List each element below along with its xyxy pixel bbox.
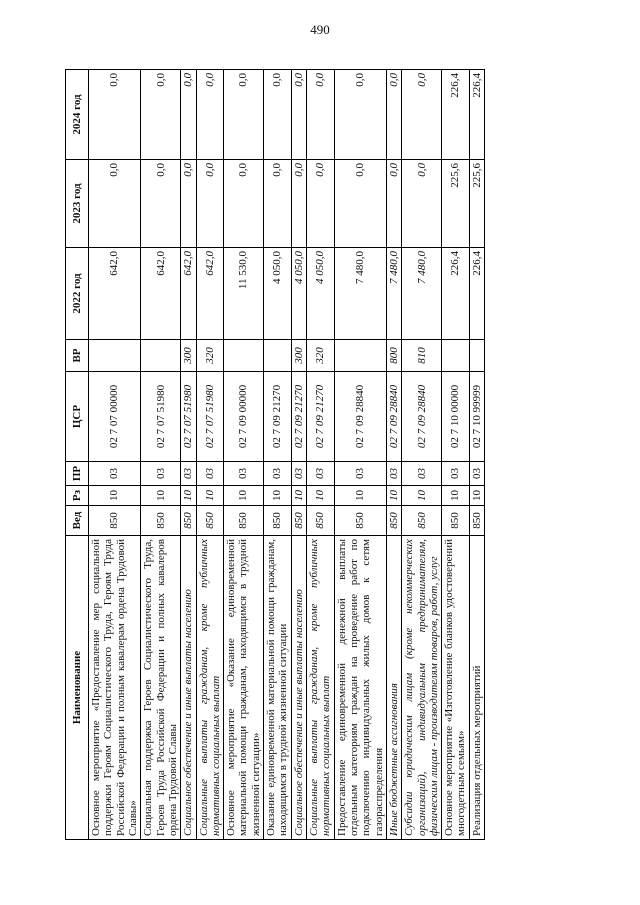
table-row — [291, 70, 306, 840]
cell-2023: 0,0 — [181, 160, 196, 248]
cell-csr: 02 7 10 99999 — [469, 372, 484, 462]
header-csr: ЦСР — [66, 372, 89, 462]
cell-2022: 7 480,0 — [334, 248, 386, 340]
cell-ved: 850 — [224, 506, 264, 536]
cell-pr: 03 — [196, 462, 224, 486]
cell-name: Иные бюджетные ассигнования — [386, 536, 401, 840]
rotated-table-container — [65, 70, 575, 840]
table-row — [181, 70, 196, 840]
cell-vr: 320 — [307, 340, 335, 372]
cell-pr: 03 — [469, 462, 484, 486]
cell-2024: 0,0 — [402, 70, 442, 160]
cell-pr: 03 — [89, 462, 141, 486]
cell-ved: 850 — [469, 506, 484, 536]
cell-2024: 226,4 — [469, 70, 484, 160]
cell-name: Социальные выплаты гражданам, кроме публичных нормативных социальных выплат — [196, 536, 224, 840]
cell-ved: 850 — [442, 506, 470, 536]
cell-2024: 0,0 — [307, 70, 335, 160]
cell-csr: 02 7 09 28840 — [334, 372, 386, 462]
header-vr: ВР — [66, 340, 89, 372]
header-pr: ПР — [66, 462, 89, 486]
cell-rz: 10 — [264, 486, 292, 506]
budget-table — [65, 69, 485, 840]
cell-pr: 03 — [402, 462, 442, 486]
cell-csr: 02 7 09 00000 — [224, 372, 264, 462]
cell-rz: 10 — [469, 486, 484, 506]
header-2023: 2023 год — [66, 160, 89, 248]
cell-2023: 0,0 — [402, 160, 442, 248]
cell-ved: 850 — [386, 506, 401, 536]
cell-2023: 225,6 — [469, 160, 484, 248]
cell-vr — [89, 340, 141, 372]
cell-name: Оказание единовременной материальной помощи гражданам, находящимся в трудной жизненной ситуации — [264, 536, 292, 840]
cell-2023: 0,0 — [291, 160, 306, 248]
cell-2022: 7 480,0 — [386, 248, 401, 340]
cell-2024: 0,0 — [181, 70, 196, 160]
cell-vr: 800 — [386, 340, 401, 372]
table-row — [442, 70, 470, 840]
table-row — [469, 70, 484, 840]
cell-2023: 0,0 — [141, 160, 181, 248]
cell-vr: 810 — [402, 340, 442, 372]
cell-pr: 03 — [442, 462, 470, 486]
cell-ved: 850 — [181, 506, 196, 536]
cell-2022: 642,0 — [141, 248, 181, 340]
cell-vr — [224, 340, 264, 372]
cell-rz: 10 — [196, 486, 224, 506]
header-2022: 2022 год — [66, 248, 89, 340]
cell-ved: 850 — [89, 506, 141, 536]
cell-2022: 226,4 — [469, 248, 484, 340]
table-header-row — [66, 70, 89, 840]
cell-name: Социальные выплаты гражданам, кроме публичных нормативных социальных выплат — [307, 536, 335, 840]
cell-name: Социальная поддержка Героев Социалистического Труда, Героев Труда Российской Федерации и полных кавалеров ордена Трудовой Славы — [141, 536, 181, 840]
cell-rz: 10 — [291, 486, 306, 506]
cell-2023: 0,0 — [224, 160, 264, 248]
cell-pr: 03 — [224, 462, 264, 486]
cell-name: Предоставление единовременной денежной выплаты отдельным категориям граждан на проведение работ по подключению индивидуальных жилых домов к сетям газораспределения — [334, 536, 386, 840]
cell-csr: 02 7 07 51980 — [196, 372, 224, 462]
table-row — [141, 70, 181, 840]
cell-csr: 02 7 09 28840 — [386, 372, 401, 462]
cell-name: Основное мероприятие «Изготовление бланков удостоверений многодетным семьям» — [442, 536, 470, 840]
cell-name: Социальное обеспечение и иные выплаты населению — [291, 536, 306, 840]
header-ved: Вед — [66, 506, 89, 536]
cell-2023: 0,0 — [307, 160, 335, 248]
cell-pr: 03 — [291, 462, 306, 486]
cell-ved: 850 — [307, 506, 335, 536]
cell-2023: 0,0 — [386, 160, 401, 248]
cell-rz: 10 — [386, 486, 401, 506]
cell-name: Социальное обеспечение и иные выплаты населению — [181, 536, 196, 840]
cell-2023: 225,6 — [442, 160, 470, 248]
cell-2024: 0,0 — [224, 70, 264, 160]
cell-vr — [469, 340, 484, 372]
cell-vr: 320 — [196, 340, 224, 372]
cell-rz: 10 — [402, 486, 442, 506]
cell-ved: 850 — [196, 506, 224, 536]
cell-vr — [141, 340, 181, 372]
cell-csr: 02 7 09 21270 — [307, 372, 335, 462]
cell-csr: 02 7 09 21270 — [291, 372, 306, 462]
table-row — [334, 70, 386, 840]
table-row — [89, 70, 141, 840]
cell-pr: 03 — [264, 462, 292, 486]
table-row — [402, 70, 442, 840]
cell-ved: 850 — [291, 506, 306, 536]
cell-pr: 03 — [141, 462, 181, 486]
cell-pr: 03 — [307, 462, 335, 486]
cell-2024: 0,0 — [386, 70, 401, 160]
cell-rz: 10 — [181, 486, 196, 506]
cell-csr: 02 7 10 00000 — [442, 372, 470, 462]
cell-rz: 10 — [141, 486, 181, 506]
table-row — [224, 70, 264, 840]
cell-2024: 0,0 — [291, 70, 306, 160]
cell-2022: 226,4 — [442, 248, 470, 340]
cell-csr: 02 7 07 51980 — [181, 372, 196, 462]
cell-vr: 300 — [291, 340, 306, 372]
cell-2022: 642,0 — [89, 248, 141, 340]
cell-name: Основное мероприятие «Предоставление мер социальной поддержки Героям Социалистического Труда, Героям Труда Российской Федерации и полным кавалерам ордена Трудовой Славы» — [89, 536, 141, 840]
cell-csr: 02 7 07 00000 — [89, 372, 141, 462]
cell-ved: 850 — [141, 506, 181, 536]
header-rz: Рз — [66, 486, 89, 506]
cell-vr — [334, 340, 386, 372]
cell-name: Реализация отдельных мероприятий — [469, 536, 484, 840]
cell-name: Субсидии юридическим лицам (кроме некоммерческих организаций), индивидуальным предпринимателям, физическим лицам - производителям товаров, работ, услуг — [402, 536, 442, 840]
cell-rz: 10 — [334, 486, 386, 506]
cell-2022: 11 530,0 — [224, 248, 264, 340]
cell-pr: 03 — [386, 462, 401, 486]
cell-rz: 10 — [307, 486, 335, 506]
cell-2022: 7 480,0 — [402, 248, 442, 340]
cell-csr: 02 7 09 21270 — [264, 372, 292, 462]
table-row — [196, 70, 224, 840]
cell-2023: 0,0 — [89, 160, 141, 248]
cell-2024: 0,0 — [264, 70, 292, 160]
table-row — [264, 70, 292, 840]
cell-2024: 0,0 — [89, 70, 141, 160]
cell-2022: 4 050,0 — [264, 248, 292, 340]
table-row — [307, 70, 335, 840]
table-body — [89, 70, 485, 840]
header-name: Наименование — [66, 536, 89, 840]
header-2024: 2024 год — [66, 70, 89, 160]
cell-name: Основное мероприятие «Оказание единовременной материальной помощи гражданам, находящимся в трудной жизненной ситуации» — [224, 536, 264, 840]
cell-rz: 10 — [224, 486, 264, 506]
cell-ved: 850 — [402, 506, 442, 536]
cell-2022: 4 050,0 — [291, 248, 306, 340]
cell-ved: 850 — [334, 506, 386, 536]
cell-2024: 226,4 — [442, 70, 470, 160]
cell-ved: 850 — [264, 506, 292, 536]
cell-rz: 10 — [89, 486, 141, 506]
cell-2022: 4 050,0 — [307, 248, 335, 340]
cell-vr — [442, 340, 470, 372]
cell-2022: 642,0 — [196, 248, 224, 340]
cell-csr: 02 7 07 51980 — [141, 372, 181, 462]
cell-2024: 0,0 — [196, 70, 224, 160]
cell-2023: 0,0 — [334, 160, 386, 248]
cell-rz: 10 — [442, 486, 470, 506]
cell-csr: 02 7 09 28840 — [402, 372, 442, 462]
cell-2024: 0,0 — [141, 70, 181, 160]
page-number: 490 — [310, 22, 330, 37]
table-row — [386, 70, 401, 840]
cell-vr: 300 — [181, 340, 196, 372]
cell-2023: 0,0 — [264, 160, 292, 248]
cell-pr: 03 — [181, 462, 196, 486]
cell-2023: 0,0 — [196, 160, 224, 248]
cell-2024: 0,0 — [334, 70, 386, 160]
cell-pr: 03 — [334, 462, 386, 486]
cell-2022: 642,0 — [181, 248, 196, 340]
cell-vr — [264, 340, 292, 372]
